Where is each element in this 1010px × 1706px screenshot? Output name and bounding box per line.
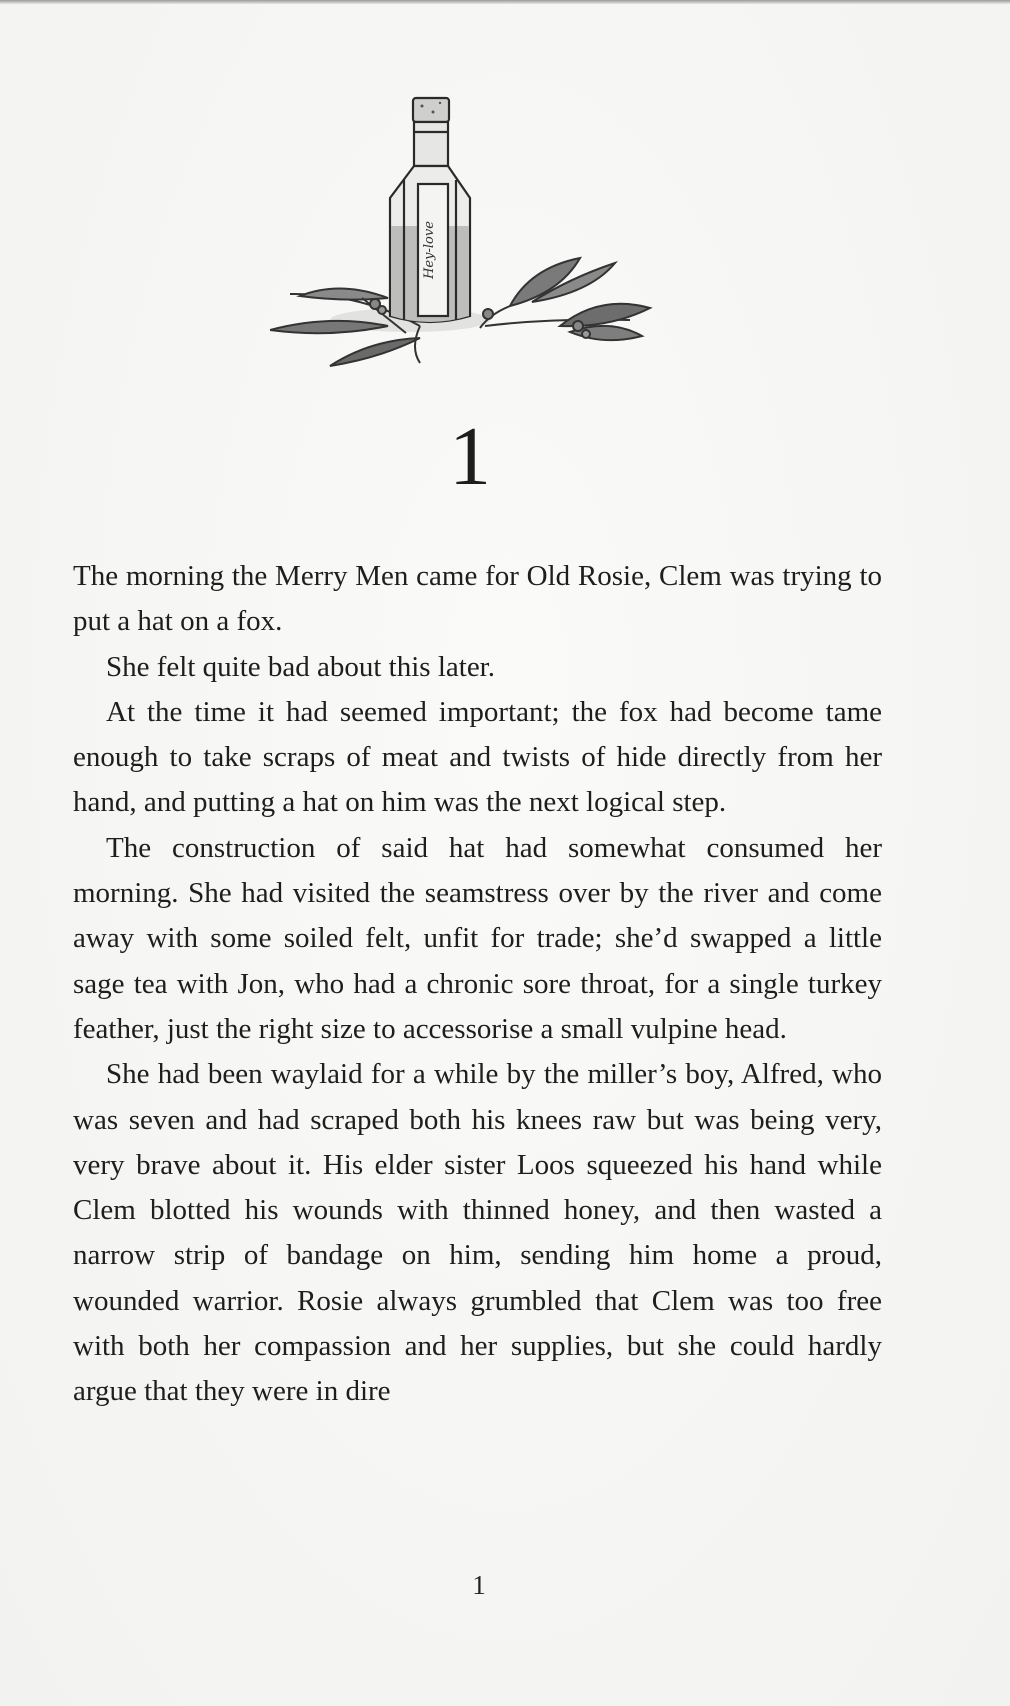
paragraph: The construction of said hat had somewhat consumed her morning. She had visited the seamstress over by the river and come away with some soiled felt, unfit for trade; she’d swapped a little sage tea with Jon, who had a chronic sore throat, for a single turkey feather, just the right size to accessorise a small vulpine head. [73,831,882,1045]
page-number: 1 [472,1570,486,1600]
right-sprig [480,258,650,340]
chapter-number: 1 [449,410,491,503]
paragraph: The morning the Merry Men came for Old Rosie, Clem was trying to put a hat on a fox. [73,560,882,638]
bottle [390,98,470,322]
paragraph: She had been waylaid for a while by the miller’s boy, Alfred, who was seven and had scraped both his knees raw but was being very, very brave about it. His elder sister Loos squeezed his hand while Clem blotted his wounds with thinned honey, and then wasted a narrow strip of bandage on him, sending him home a proud, wounded warrior. Rosie always grumbled that Clem was too free with both her compassion and her supplies, but she could hardly argue that they were in dire [73,1058,882,1408]
paragraph: She felt quite bad about this later. [106,650,495,683]
chapter-body [73,554,882,1415]
bottle-illustration [270,88,720,408]
paragraph: At the time it had seemed important; the fox had become tame enough to take scraps of meat and twists of hide directly from her hand, and putting a hat on him was the next logical step. [73,695,882,819]
page-top-edge [0,0,1010,4]
bottle-label-text: Hey-love [422,221,437,279]
